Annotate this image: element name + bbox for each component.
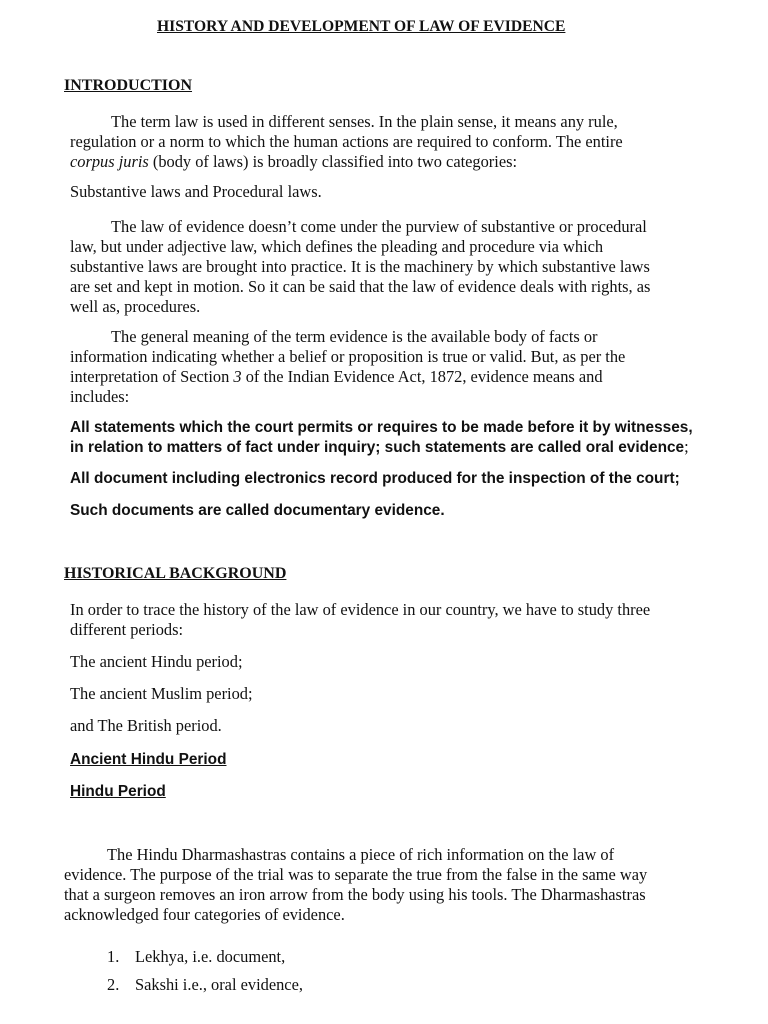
- documentary-evidence-definition: Such documents are called documentary evidence.: [70, 502, 445, 519]
- intro-paragraph-3-line-4: are set and kept in motion. So it can be said that the law of evidence deals with rights, as: [70, 277, 651, 296]
- history-paragraph-1-line-2: different periods:: [70, 620, 184, 639]
- list-item-text: Lekhya, i.e. document,: [135, 947, 286, 966]
- introduction-heading: INTRODUCTION: [64, 77, 193, 94]
- historical-background-heading: HISTORICAL BACKGROUND: [64, 565, 287, 582]
- period-hindu: The ancient Hindu period;: [70, 652, 243, 671]
- intro-paragraph-1-line-1: The term law is used in different senses. In the plain sense, it means any rule,: [111, 112, 618, 131]
- period-british: and The British period.: [70, 716, 222, 735]
- intro-paragraph-1-line-3: corpus juris (body of laws) is broadly classified into two categories:: [70, 152, 518, 171]
- document-title: HISTORY AND DEVELOPMENT OF LAW OF EVIDENCE: [157, 18, 566, 35]
- hindu-paragraph-line-4: acknowledged four categories of evidence.: [64, 905, 345, 924]
- list-item-number: 2.: [107, 975, 120, 994]
- hindu-period-heading: Hindu Period: [70, 783, 166, 800]
- intro-paragraph-2: Substantive laws and Procedural laws.: [70, 182, 322, 201]
- ancient-hindu-period-heading: Ancient Hindu Period: [70, 751, 227, 768]
- intro-paragraph-3-line-3: substantive laws are brought into practice. It is the machinery by which substantive laws: [70, 257, 650, 276]
- intro-paragraph-3-line-1: The law of evidence doesn’t come under the purview of substantive or procedural: [111, 217, 647, 236]
- intro-paragraph-4-line-1: The general meaning of the term evidence is the available body of facts or: [111, 327, 598, 346]
- intro-paragraph-4-line-4: includes:: [70, 387, 130, 406]
- history-paragraph-1-line-1: In order to trace the history of the law of evidence in our country, we have to study three: [70, 600, 651, 619]
- documentary-evidence-line: All document including electronics record produced for the inspection of the court;: [70, 470, 680, 487]
- intro-paragraph-4-line-2: information indicating whether a belief or proposition is true or valid. But, as per the: [70, 347, 626, 366]
- oral-evidence-line-2: in relation to matters of fact under inquiry; such statements are called oral evidence;: [70, 437, 689, 456]
- section-number: 3: [233, 367, 242, 386]
- hindu-paragraph-line-2: evidence. The purpose of the trial was to separate the true from the false in the same way: [64, 865, 648, 884]
- intro-paragraph-1-line-2: regulation or a norm to which the human actions are required to conform. The entire: [70, 132, 623, 151]
- intro-paragraph-3-line-5: well as, procedures.: [70, 297, 201, 316]
- list-item-text: Sakshi i.e., oral evidence,: [135, 975, 303, 994]
- period-muslim: The ancient Muslim period;: [70, 684, 253, 703]
- intro-paragraph-3-line-2: law, but under adjective law, which defines the pleading and procedure via which: [70, 237, 604, 256]
- intro-paragraph-4-line-3: interpretation of Section 3 of the Indian Evidence Act, 1872, evidence means and: [70, 367, 603, 386]
- corpus-juris-term: corpus juris: [70, 152, 149, 171]
- list-item-number: 1.: [107, 947, 120, 966]
- oral-evidence-line-1: All statements which the court permits or requires to be made before it by witnesses,: [70, 419, 693, 436]
- hindu-paragraph-line-1: The Hindu Dharmashastras contains a piece of rich information on the law of: [107, 845, 615, 864]
- list-item: [107, 975, 303, 995]
- hindu-paragraph-line-3: that a surgeon removes an iron arrow from the body using his tools. The Dharmashastras: [64, 885, 646, 904]
- list-item: [107, 947, 285, 967]
